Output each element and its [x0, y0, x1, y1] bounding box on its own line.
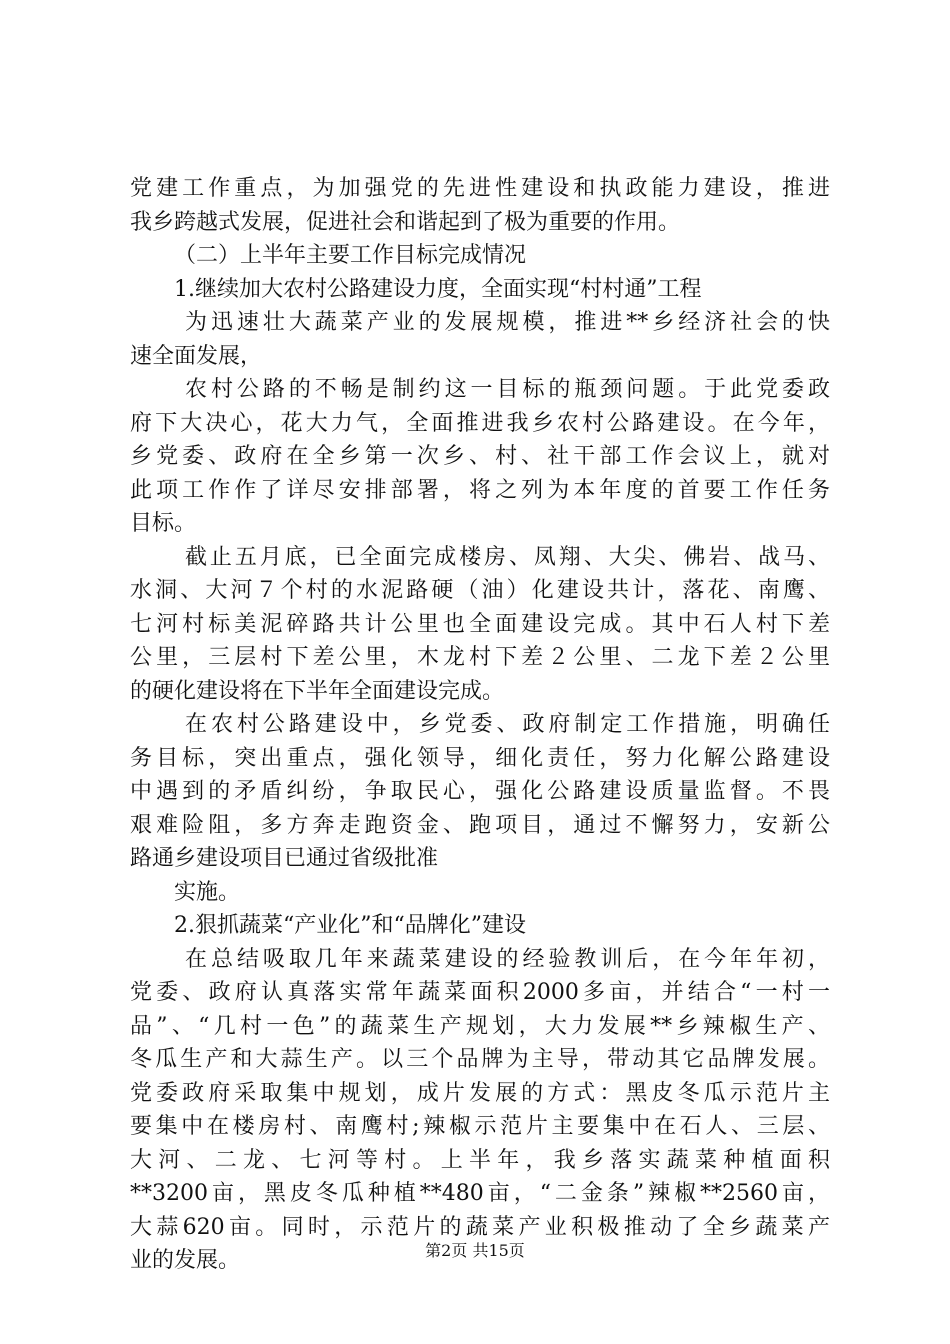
text-line: 路通乡建设项目已通过省级批准	[130, 846, 439, 871]
text-line: 党建工作重点，为加强党的先进性建设和执政能力建设，推进	[130, 176, 830, 201]
section-heading: （二）上半年主要工作目标完成情况	[174, 243, 527, 268]
text-line: 实施。	[174, 879, 241, 905]
text-line: 此项工作作了详尽安排部署，将之列为本年度的首要工作任务	[130, 477, 830, 503]
text-line: 党委政府采取集中规划，成片发展的方式：黑皮冬瓜示范片主	[130, 1080, 830, 1106]
text-line: **3200亩，黑皮冬瓜种植**480亩，“二金条”辣椒**2560亩，	[130, 1181, 830, 1206]
text-line: 农村公路的不畅是制约这一目标的瓶颈问题。于此党委政	[185, 377, 830, 402]
text-line: 在总结吸取几年来蔬菜建设的经验教训后，在今年年初，	[185, 946, 830, 972]
text-line: 艰难险阻，多方奔走跑资金、跑项目，通过不懈努力，安新公	[130, 812, 830, 838]
text-line: 水洞、大河７个村的水泥路硬（油）化建设共计，落花、南鹰、	[130, 578, 830, 603]
text-line: 在农村公路建设中，乡党委、政府制定工作措施，明确任	[185, 712, 830, 737]
text-line: 截止五月底，已全面完成楼房、凤翔、大尖、佛岩、战马、	[185, 544, 830, 570]
document-body	[130, 172, 830, 1278]
text-line: 务目标，突出重点，强化领导，细化责任，努力化解公路建设	[130, 745, 830, 771]
subsection-heading: 1.继续加大农村公路建设力度，全面实现“村村通”工程	[174, 276, 702, 302]
text-line: 中遇到的矛盾纠纷，争取民心，强化公路建设质量监督。不畏	[130, 779, 830, 804]
text-line: 品”、“几村一色”的蔬菜生产规划，大力发展**乡辣椒生产、	[130, 1013, 830, 1039]
text-line: 为迅速壮大蔬菜产业的发展规模，推进**乡经济社会的快	[185, 310, 830, 335]
text-line: 公里，三层村下差公里，木龙村下差２公里、二龙下差２公里	[130, 645, 830, 670]
subsection-heading: 2.狠抓蔬菜“产业化”和“品牌化”建设	[174, 913, 526, 938]
text-line: 大河、二龙、七河等村。上半年，我乡落实蔬菜种植面积	[130, 1147, 830, 1173]
text-line: 要集中在楼房村、南鹰村;辣椒示范片主要集中在石人、三层、	[130, 1114, 830, 1139]
text-line: 的硬化建设将在下半年全面建设完成。	[130, 678, 505, 704]
text-line: 乡党委、政府在全乡第一次乡、村、社干部工作会议上，就对	[130, 444, 830, 469]
text-line: 我乡跨越式发展，促进社会和谐起到了极为重要的作用。	[130, 209, 681, 235]
page-number: 第2页 共15页	[425, 1241, 525, 1260]
text-line: 大蒜620亩。同时，示范片的蔬菜产业积极推动了全乡蔬菜产	[130, 1214, 830, 1240]
text-line: 业的发展。	[130, 1248, 241, 1273]
text-line: 冬瓜生产和大蒜生产。以三个品牌为主导，带动其它品牌发展。	[130, 1047, 830, 1072]
text-line: 七河村标美泥碎路共计公里也全面建设完成。其中石人村下差	[130, 611, 830, 637]
text-line: 目标。	[130, 511, 197, 536]
text-line: 府下大决心，花大力气，全面推进我乡农村公路建设。在今年，	[130, 410, 830, 436]
text-line: 党委、政府认真落实常年蔬菜面积2000多亩，并结合“一村一	[130, 980, 830, 1005]
text-line: 速全面发展，	[130, 343, 263, 369]
